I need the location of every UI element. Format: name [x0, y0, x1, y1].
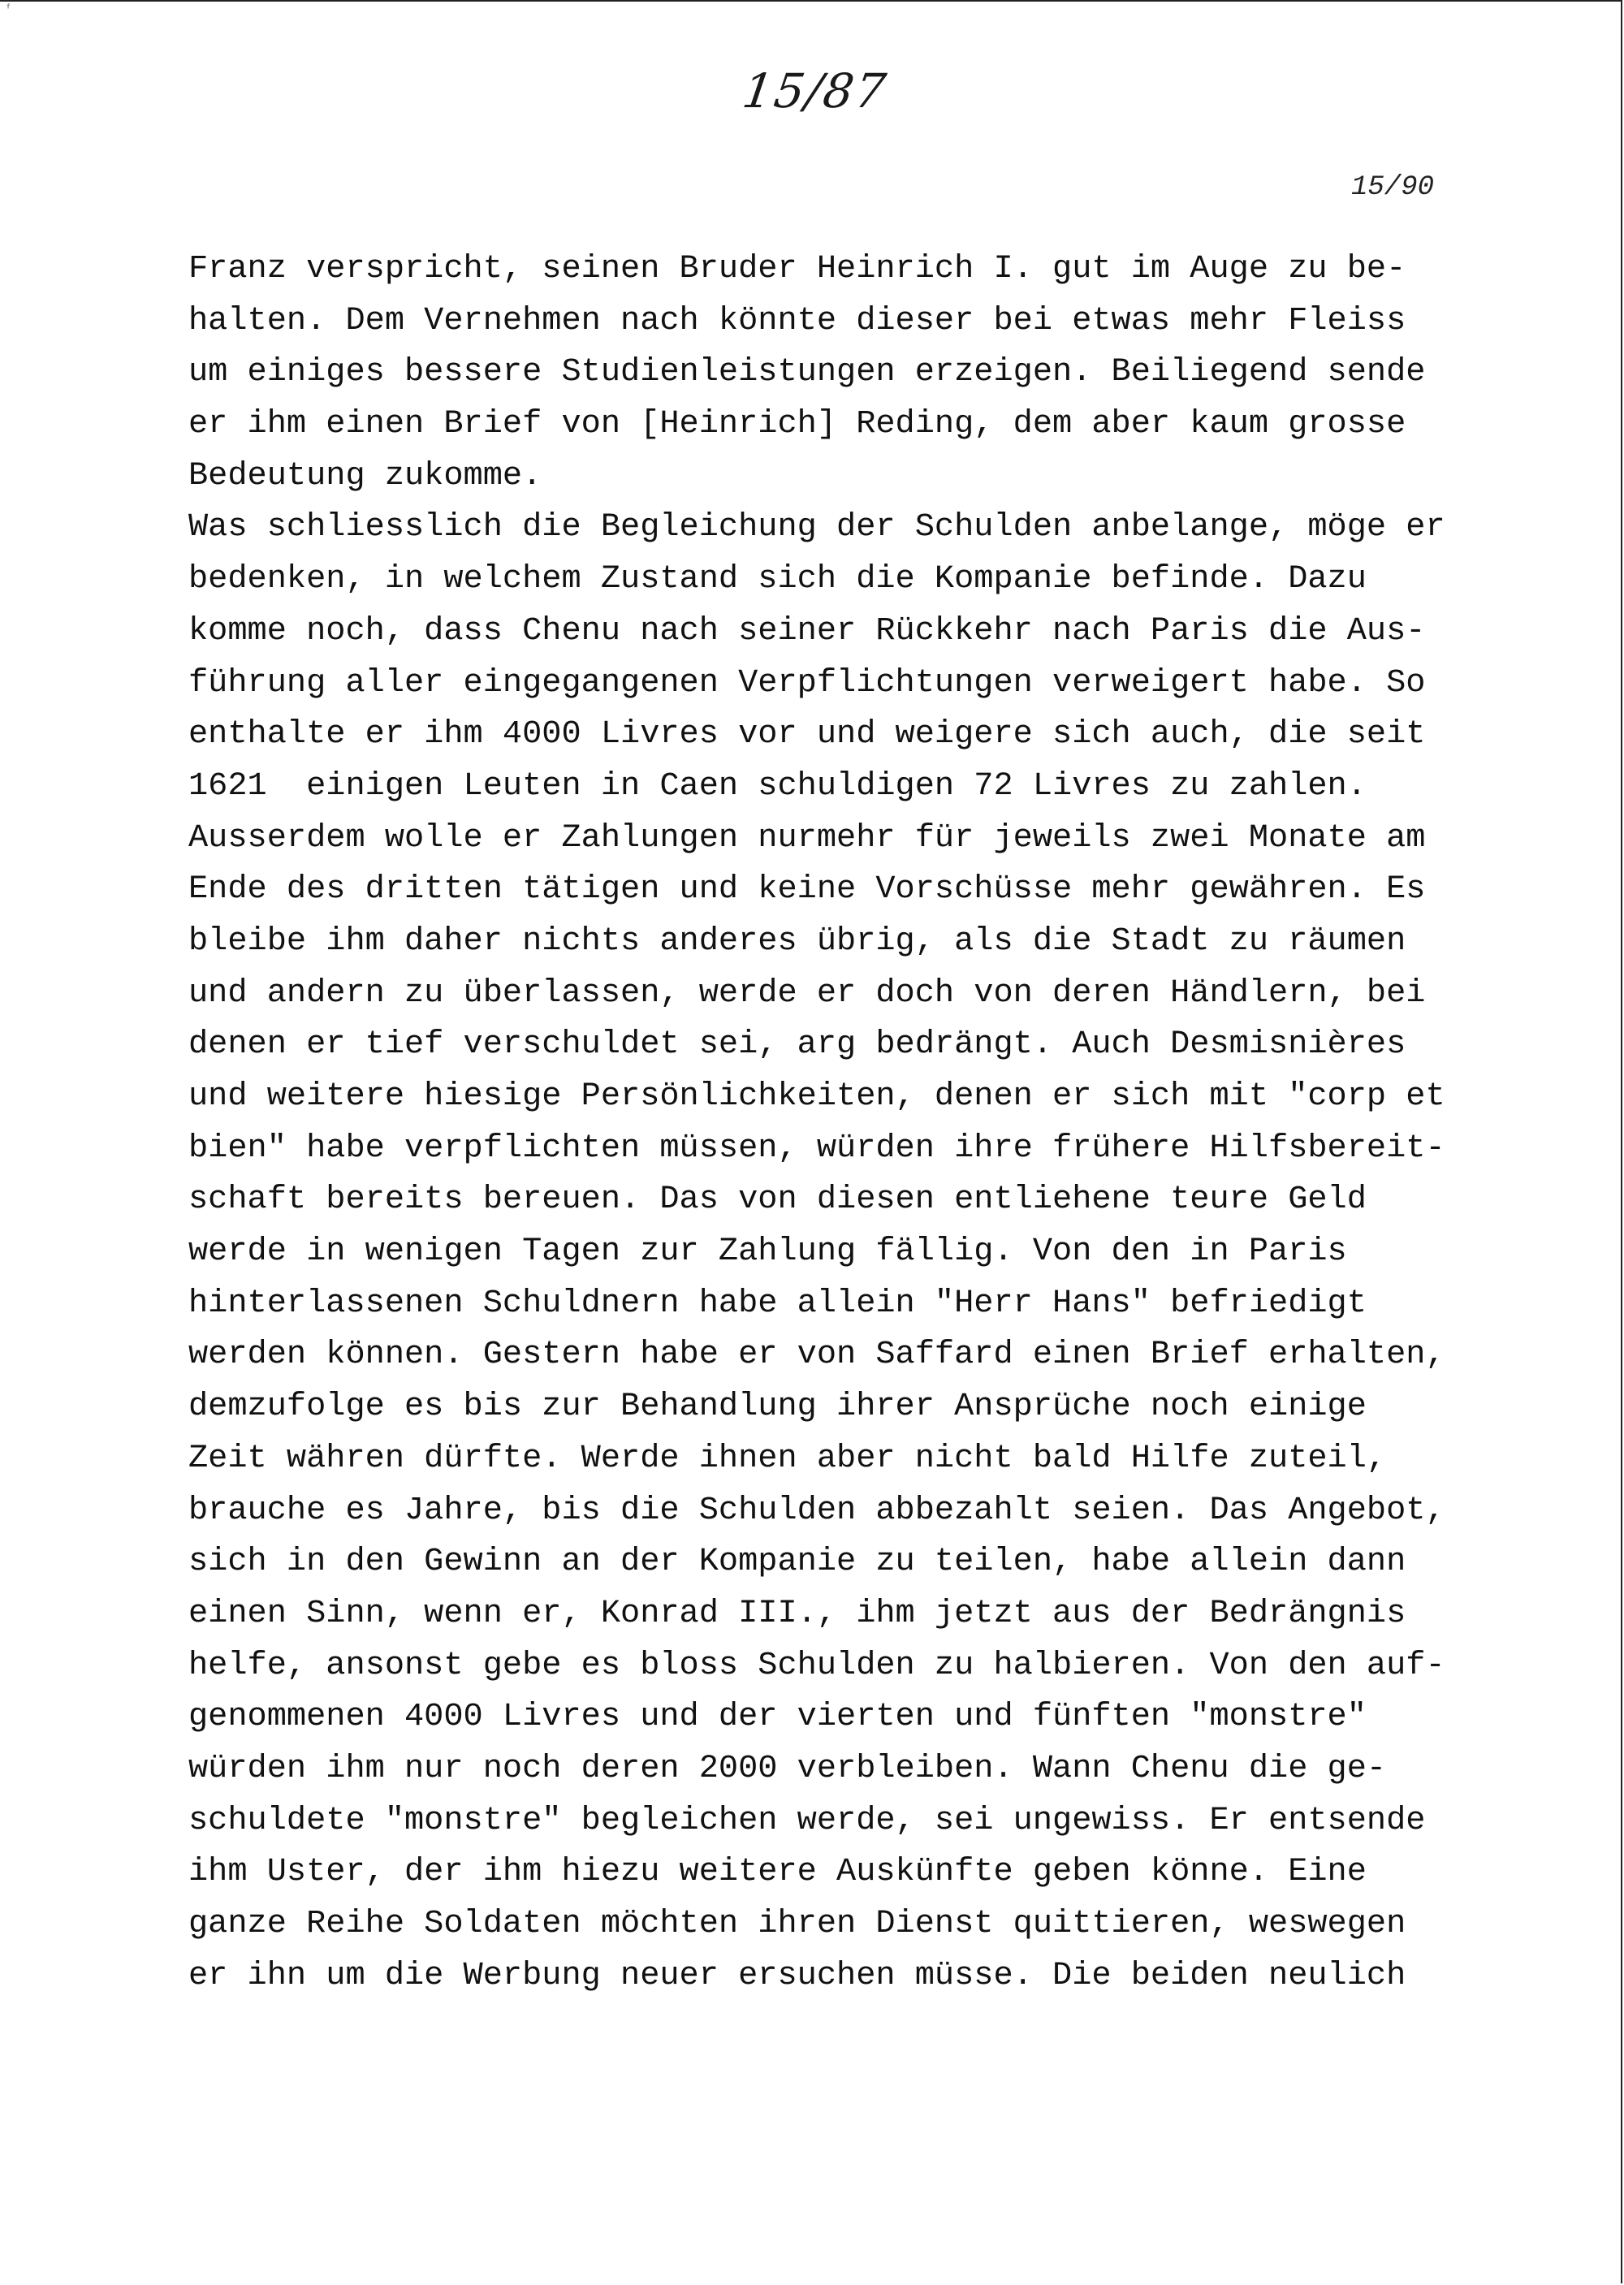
- text-line: Franz verspricht, seinen Bruder Heinrich I. gut im Auge zu be-: [188, 250, 1406, 287]
- text-line: bedenken, in welchem Zustand sich die Kompanie befinde. Dazu: [188, 560, 1367, 598]
- text-line: Ausserdem wolle er Zahlungen nurmehr für jeweils zwei Monate am: [188, 819, 1426, 857]
- text-line: denen er tief verschuldet sei, arg bedrängt. Auch Desmisnières: [188, 1026, 1406, 1064]
- text-line: komme noch, dass Chenu nach seiner Rückkehr nach Paris die Aus-: [188, 611, 1426, 650]
- text-line: genommenen 4000 Livres und der vierten und fünften "monstre": [188, 1698, 1367, 1736]
- text-line: Bedeutung zukomme.: [188, 456, 542, 495]
- handwritten-archive-reference: 15/87: [739, 63, 891, 119]
- text-line: er ihn um die Werbung neuer ersuchen müsse. Die beiden neulich: [188, 1956, 1406, 1994]
- text-line: ganze Reihe Soldaten möchten ihren Dienst quittieren, weswegen: [188, 1905, 1406, 1942]
- text-line: und andern zu überlassen, werde er doch von deren Händlern, bei: [188, 974, 1426, 1012]
- text-line: führung aller eingegangenen Verpflichtungen verweigert habe. So: [188, 663, 1426, 702]
- text-line: helfe, ansonst gebe es bloss Schulden zu halbieren. Von den auf-: [188, 1646, 1445, 1684]
- text-line: werden können. Gestern habe er von Saffard einen Brief erhalten,: [188, 1336, 1445, 1374]
- text-line: bleibe ihm daher nichts anderes übrig, als die Stadt zu räumen: [188, 922, 1406, 960]
- text-line: sich in den Gewinn an der Kompanie zu teilen, habe allein dann: [188, 1543, 1406, 1581]
- text-line: Ende des dritten tätigen und keine Vorschüsse mehr gewähren. Es: [188, 870, 1426, 909]
- text-line: um einiges bessere Studienleistungen erzeigen. Beiliegend sende: [188, 353, 1426, 391]
- text-line: 1621 einigen Leuten in Caen schuldigen 72 Livres zu zahlen.: [188, 767, 1367, 805]
- text-line: bien" habe verpflichten müssen, würden ihre frühere Hilfsbereit-: [188, 1129, 1445, 1167]
- text-line: Zeit währen dürfte. Werde ihnen aber nicht bald Hilfe zuteil,: [188, 1439, 1387, 1477]
- corner-scan-mark: ᶠ: [5, 2, 12, 15]
- text-line: werde in wenigen Tagen zur Zahlung fällig. Von den in Paris: [188, 1233, 1347, 1271]
- text-line: ihm Uster, der ihm hiezu weitere Auskünfte geben könne. Eine: [188, 1853, 1367, 1891]
- text-line: enthalte er ihm 4000 Livres vor und weigere sich auch, die seit: [188, 715, 1426, 754]
- page-number: 15/90: [1351, 172, 1435, 203]
- text-line: demzufolge es bis zur Behandlung ihrer Ansprüche noch einige: [188, 1388, 1367, 1426]
- text-line: Was schliesslich die Begleichung der Schulden anbelange, möge er: [188, 508, 1445, 546]
- text-line: und weitere hiesige Persönlichkeiten, denen er sich mit "corp et: [188, 1078, 1445, 1115]
- text-line: hinterlassenen Schuldnern habe allein "Herr Hans" befriedigt: [188, 1284, 1367, 1322]
- text-line: schuldete "monstre" begleichen werde, sei ungewiss. Er entsende: [188, 1801, 1426, 1839]
- document-body: [188, 244, 1463, 2002]
- text-line: schaft bereits bereuen. Das von diesen entliehene teure Geld: [188, 1181, 1367, 1219]
- text-line: würden ihm nur noch deren 2000 verbleiben. Wann Chenu die ge-: [188, 1749, 1387, 1787]
- text-line: er ihm einen Brief von [Heinrich] Reding, dem aber kaum grosse: [188, 405, 1406, 443]
- text-line: einen Sinn, wenn er, Konrad III., ihm jetzt aus der Bedrängnis: [188, 1594, 1406, 1632]
- text-line: halten. Dem Vernehmen nach könnte dieser bei etwas mehr Fleiss: [188, 301, 1406, 339]
- text-line: brauche es Jahre, bis die Schulden abbezahlt seien. Das Angebot,: [188, 1491, 1445, 1529]
